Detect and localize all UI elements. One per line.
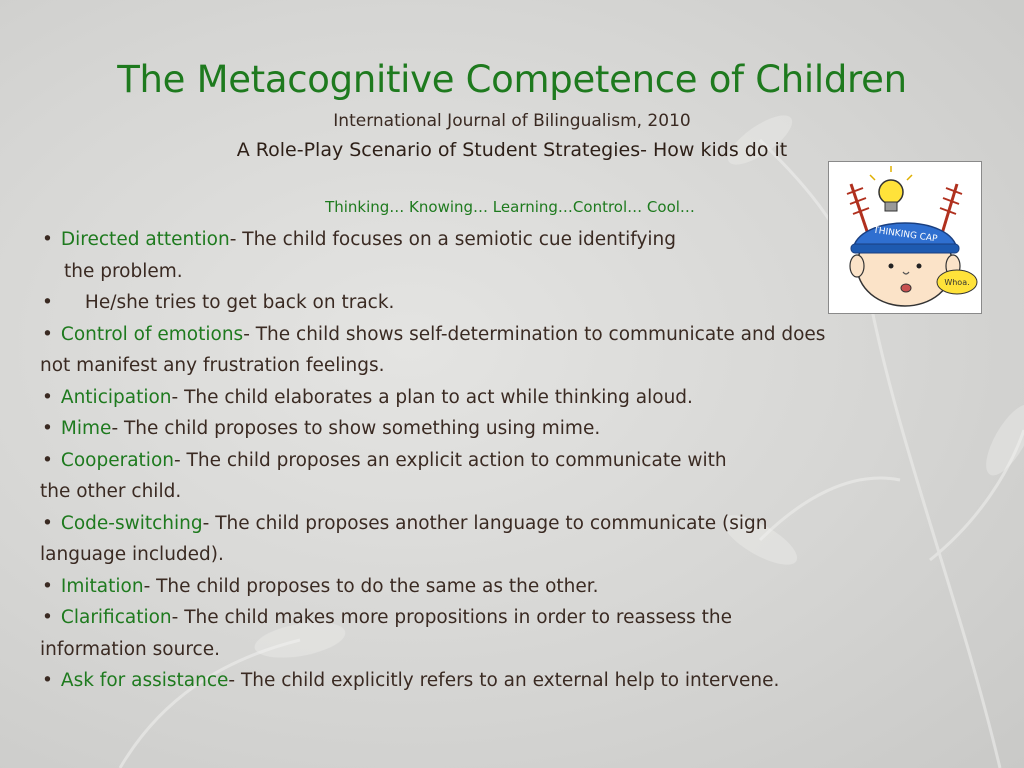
tagline: Thinking… Knowing… Learning…Control… Cool… (325, 198, 695, 216)
speech-bubble-text: Whoa. (944, 278, 970, 287)
bullet-term: Mime (60, 418, 112, 439)
bullet-term: Anticipation (60, 386, 172, 408)
list-item: • Ask for assistance- The child explicitly refers to an external help to intervene. (42, 670, 780, 691)
bullet-term: Imitation (60, 575, 144, 597)
cap-label: THINKING CAP (872, 225, 938, 245)
lightbulb-icon (870, 166, 912, 211)
list-item: • Imitation- The child proposes to do the same as the other. (42, 575, 599, 597)
list-item: • Control of emotions- The child shows self-determination to communicate and does (42, 323, 826, 345)
list-item: • Anticipation- The child elaborates a plan to act while thinking aloud. (42, 386, 693, 408)
list-item-continuation: language included). (40, 544, 224, 565)
list-item-continuation: not manifest any frustration feelings. (40, 355, 385, 376)
list-item: • He/she tries to get back on track. (42, 292, 395, 313)
list-item: • Clarification- The child makes more propositions in order to reassess the (42, 607, 732, 628)
slide-title: The Metacognitive Competence of Children (117, 58, 907, 101)
bullet-term: Clarification (60, 607, 172, 628)
bullet-term: Cooperation (60, 449, 174, 471)
bullet-list (40, 224, 970, 697)
journal-source: International Journal of Bilingualism, 2010 (333, 111, 691, 131)
list-item: • Code-switching- The child proposes another language to communicate (sign (42, 512, 768, 534)
bullet-term: Code-switching (60, 512, 203, 534)
list-item: • Directed attention- The child focuses on a semiotic cue identifying (42, 229, 677, 250)
slide-subtitle: A Role-Play Scenario of Student Strategies- How kids do it (236, 139, 788, 161)
list-item: • Mime- The child proposes to show something using mime. (42, 418, 601, 439)
list-item-continuation: information source. (40, 638, 220, 660)
bullet-term: Ask for assistance (60, 670, 229, 691)
list-item-continuation: the problem. (64, 260, 183, 282)
list-item: • Cooperation- The child proposes an explicit action to communicate with (42, 449, 727, 471)
bullet-term: Directed attention (60, 229, 230, 250)
list-item-continuation: the other child. (40, 481, 182, 502)
bullet-term: Control of emotions (60, 323, 244, 345)
